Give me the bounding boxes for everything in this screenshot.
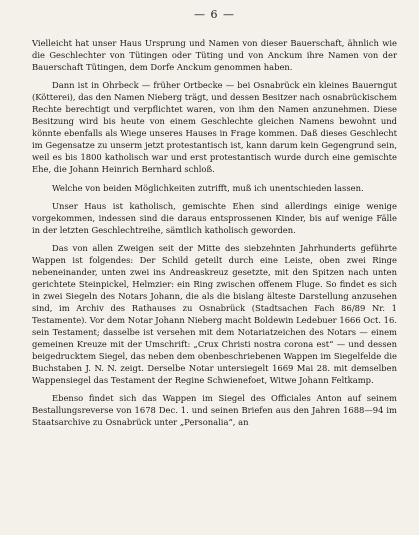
paragraph-1: Vielleicht hat unser Haus Ursprung und Namen von dieser Bauerschaft, ähnlich wie die Geschlechter von Tütingen oder Tüting und von Anckum ihre Namen von der Bauerschaft Tütingen, dem Dorfe Anckum genommen haben. xyxy=(32,38,397,73)
paragraph-4: Unser Haus ist katholisch, gemischte Ehen sind allerdings einige wenige vorgekommen, indessen sind die daraus entsprossenen Kinder, bis auf wenige Fälle in der letzten Geschlechtreihe, sämtlich katholisch geworden. xyxy=(32,200,397,235)
page-number: — 6 — xyxy=(194,8,235,21)
paragraph-5: Das von allen Zweigen seit der Mitte des siebzehnten Jahrhunderts geführte Wappen ist folgendes: Der Schild geteilt durch eine Leiste, oben zwei Ringe nebeneinander, unten zwei ins Andreaskreuz gesetzte, mit den Spitzen nach unten gerichtete Steinpickel, Helmzier: ein Ring zwischen offenem Fluge. So findet es sich in zwei Siegeln des Notars Johann, die als die bislang älteste Darstellung anzusehen sind, im Archiv des Rathauses zu Osnabrück (Stadtsachen Fach 86/89 Nr. 1 Testamente). Vor dem Notar Johann Nieberg macht Boldewin Ledebuer 1666 Oct. 16. sein Testament; dasselbe ist versehen mit dem Notariatzeichen des Notars — einem gemeinen Kreuze mit der Umschrift: „Crux Christi nostra corona est“ — und dessen beigedrucktem Siegel, das neben dem obenbeschriebenen Wappen im Siegelfelde die Buchstaben J. N. N. zeigt. Derselbe Notar untersiegelt 1669 Mai 28. mit demselben Wappensiegel das Testament der Regine Schwienefoet, Witwe Johann Feltkamp. xyxy=(32,242,397,386)
paragraph-3: Welche von beiden Möglichkeiten zutrifft, muß ich unentschieden lassen. xyxy=(52,182,364,193)
paragraph-2: Dann ist in Ohrbeck — früher Ortbecke — bei Osnabrück ein kleines Bauerngut (Kötterei), das den Namen Nieberg trägt, und dessen Besitzer nach osnabrückischem Rechte berechtigt und verpflichtet waren, von ihm den Namen anzunehmen. Diese Besitzung wird bis heute von einem Geschlechte gleichen Namens bewohnt und könnte ebenfalls als Wiege unseres Hauses in Frage kommen. Daß dieses Geschlecht im Gegensatze zu unserm jetzt protestantisch ist, kann darum kein Gegengrund sein, weil es bis 1800 katholisch war und erst protestantisch wurde durch eine gemischte Ehe, die Johann Heinrich Bernhard schloß. xyxy=(32,80,397,175)
paragraph-6: Ebenso findet sich das Wappen im Siegel des Officiales Anton auf seinem Bestallungsreverse von 1678 Dec. 1. und seinen Briefen aus den Jahren 1688—94 im Staatsarchive zu Osnabrück unter „Personalia“, an xyxy=(32,393,397,428)
